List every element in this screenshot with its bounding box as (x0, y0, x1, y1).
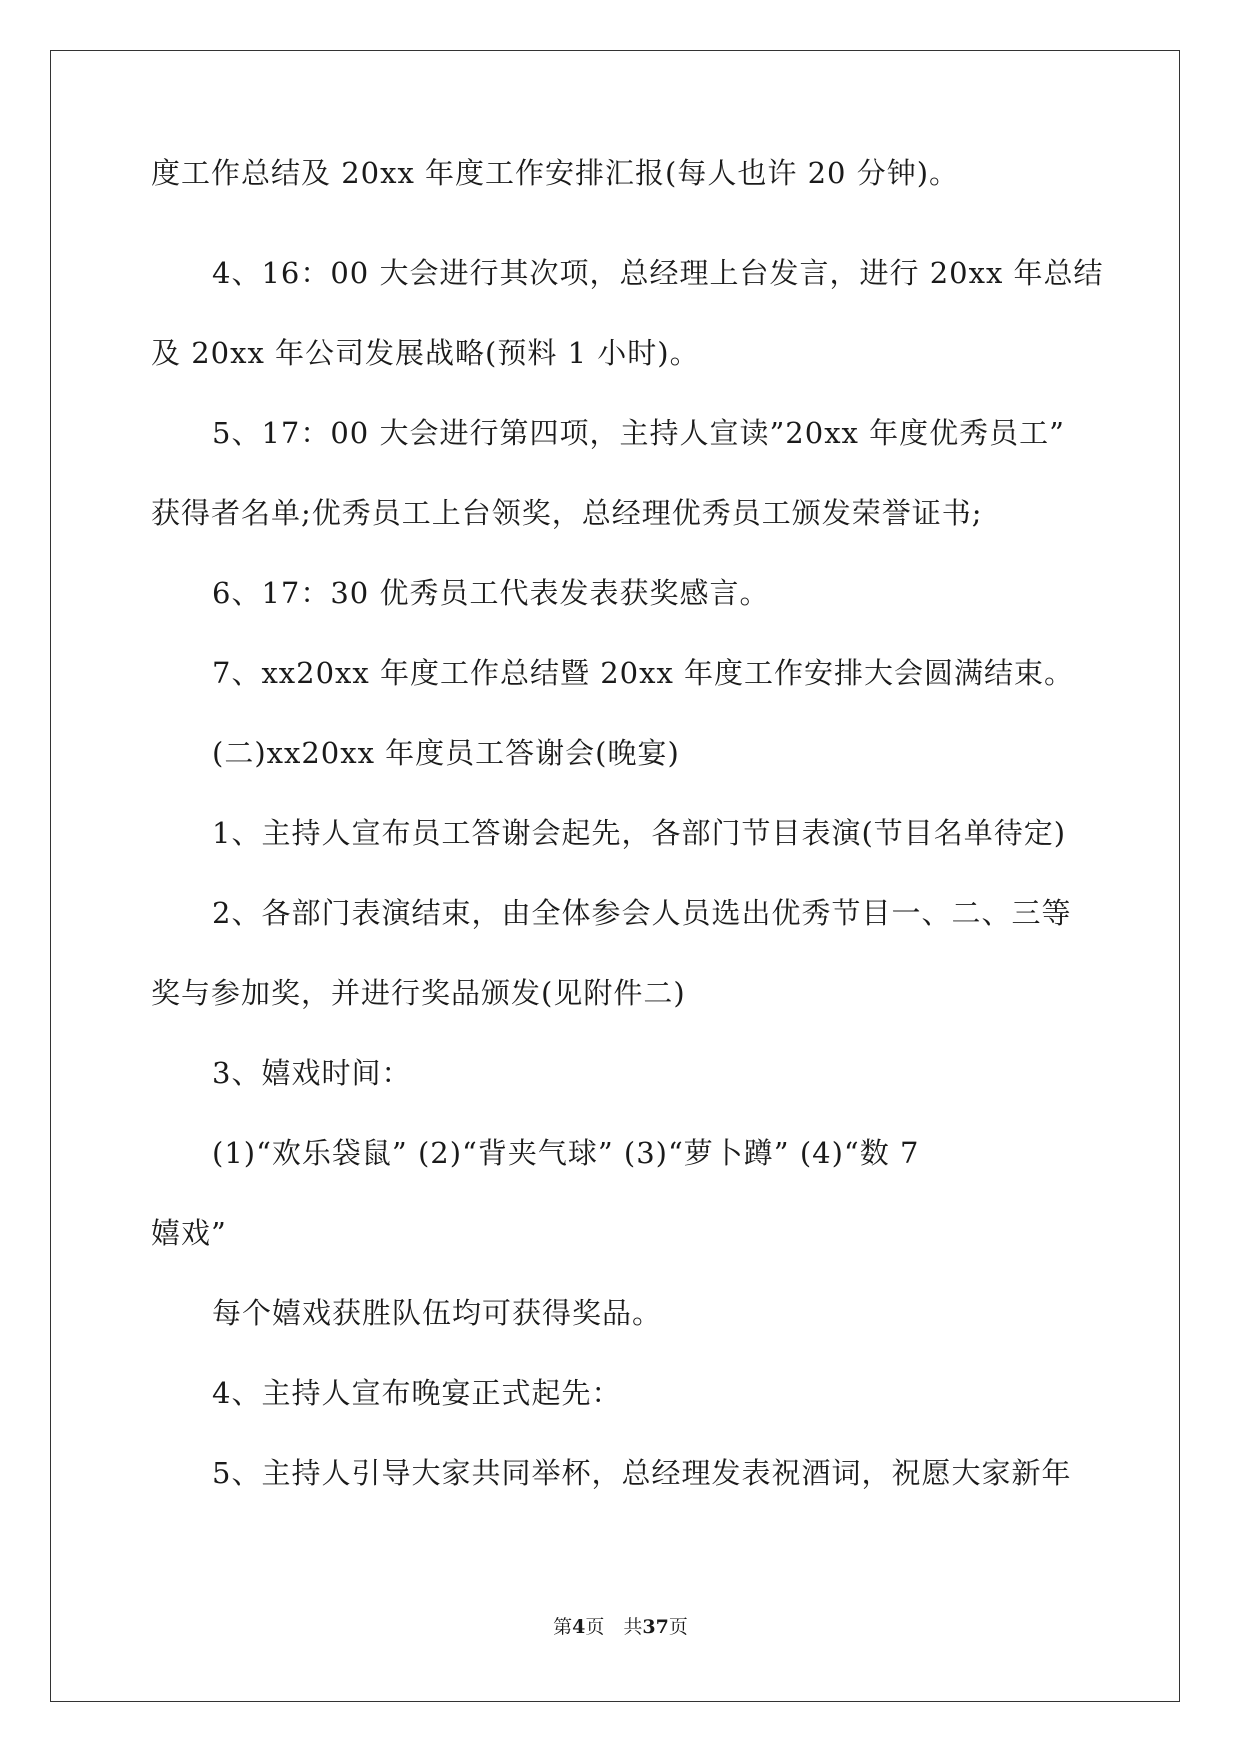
text-line: 4、16：00 大会进行其次项，总经理上台发言，进行 20xx 年总结 (212, 256, 1104, 290)
footer-prefix: 第 (553, 1616, 573, 1638)
total-pages-number: 37 (642, 1616, 669, 1638)
text-line: 2、各部门表演结束，由全体参会人员选出优秀节目一、二、三等 (212, 896, 1072, 930)
text-line: 6、17：30 优秀员工代表发表获奖感言。 (212, 576, 770, 610)
text-line: 4、主持人宣布晚宴正式起先： (212, 1376, 622, 1410)
current-page-number: 4 (572, 1616, 586, 1638)
text-line: 5、主持人引导大家共同举杯，总经理发表祝酒词，祝愿大家新年 (212, 1456, 1072, 1490)
text-line: 7、xx20xx 年度工作总结暨 20xx 年度工作安排大会圆满结束。 (212, 656, 1075, 690)
text-line: 嬉戏” (151, 1216, 227, 1250)
text-line: 度工作总结及 20xx 年度工作安排汇报(每人也许 20 分钟)。 (151, 156, 960, 190)
text-line: 及 20xx 年公司发展战略(预料 1 小时)。 (151, 336, 700, 370)
text-line: 每个嬉戏获胜队伍均可获得奖品。 (212, 1296, 663, 1330)
section-heading: (二)xx20xx 年度员工答谢会(晚宴) (212, 736, 680, 770)
text-line: 1、主持人宣布员工答谢会起先，各部门节目表演(节目名单待定) (212, 816, 1067, 850)
page-footer (0, 1614, 1241, 1640)
text-line: 3、嬉戏时间： (212, 1056, 412, 1090)
footer-middle: 页 共 (585, 1616, 643, 1638)
text-line: (1)“欢乐袋鼠” (2)“背夹气球” (3)“萝卜蹲” (4)“数 7 (212, 1136, 920, 1170)
footer-suffix: 页 (668, 1616, 688, 1638)
text-line: 获得者名单;优秀员工上台领奖，总经理优秀员工颁发荣誉证书; (151, 496, 983, 530)
text-line: 5、17：00 大会进行第四项，主持人宣读”20xx 年度优秀员工” (212, 416, 1065, 450)
text-line: 奖与参加奖，并进行奖品颁发(见附件二) (151, 976, 686, 1010)
